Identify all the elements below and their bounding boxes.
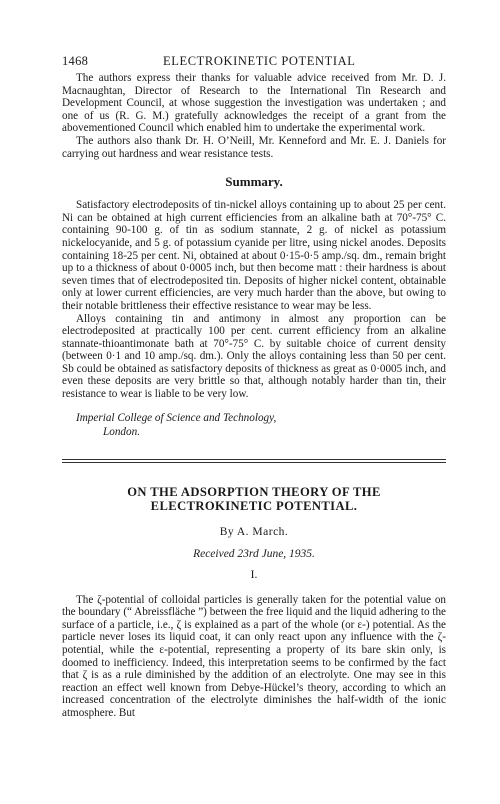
acknowledgement-paragraph: The authors also thank Dr. H. O’Neill, Mr. Kenneford and Mr. E. J. Daniels for carrying out hardness and wear resistance tests.	[62, 134, 446, 160]
journal-page	[62, 54, 446, 720]
running-header	[62, 54, 446, 72]
summary-paragraph: Alloys containing tin and antimony in almost any proportion can be electrodeposited at practically 100 per cent. current efficiency from an alkaline stannate-thioantimonate bath at 70°-75° C. by suitable choice of current density (between 0·1 and 10 amp./sq. dm.). Only the alloys containing less than 50 per cent. Sb could be obtained as satisfactory deposits of thickness as great as 0·0005 inch, and even these deposits are very brittle so that, although notably harder than tin, their resistance to wear is liable to be very low.	[62, 312, 446, 401]
article-author: By A. March.	[219, 525, 289, 538]
page-number: 1468	[62, 54, 89, 68]
affiliation-city: London.	[103, 425, 140, 438]
divider-rule	[62, 459, 446, 460]
affiliation-institution: Imperial College of Science and Technology,	[76, 411, 277, 424]
divider-rule	[62, 462, 446, 463]
section-number: I.	[250, 568, 258, 581]
affiliation	[76, 411, 446, 439]
summary-paragraph: Satisfactory electrodeposits of tin-nickel alloys containing up to about 25 per cent. Ni can be obtained at high current efficiencies from an alkaline bath at 70°-75° C. containing 90-100 g. of tin as sodium stannate, 2 g. of nickel as potassium nickelocyanide, and 5 g. of potassium cyanide per litre, using nickel anodes. Deposits containing 18-25 per cent. Ni, obtained at about 0·15-0·5 amp./sq. dm., remain bright up to a thickness of about 0·0005 inch, but then become matt : their hardness is about seven times that of electrodeposited tin. Deposits of higher nickel content, obtainable only at lower current efficiencies, are very much harder than the above, but owing to their notable brittleness their effective resistance to wear may be less.	[62, 199, 446, 312]
article-title-line: ELECTROKINETIC POTENTIAL.	[150, 498, 358, 513]
summary-heading: Summary.	[225, 174, 283, 190]
article-body-paragraph: The ζ-potential of colloidal particles is generally taken for the potential value on the boundary (“ Abreissfläche ”) between the free liquid and the liquid adhering to the surface of a particle, i.e., ζ is explained as a part of the whole (or ε-) potential. As the particle never loses its liquid coat, it can only react upon any influence with the ζ-potential, while the ε-potential, representing a property of its bare skin only, is doomed to inefficiency. Indeed, this interpretation seems to be confirmed by the fact that ζ is as a rule diminished by the addition of an electrolyte. One may see in this reaction an effect well known from Debye-Hückel’s theory, according to which an increased concentration of the electrolyte diminishes the half-width of the ionic atmosphere. But	[62, 593, 446, 719]
running-title: ELECTROKINETIC POTENTIAL	[163, 54, 356, 68]
received-date: Received 23rd June, 1935.	[193, 547, 315, 560]
article-title	[62, 485, 446, 513]
acknowledgement-paragraph: The authors express their thanks for valuable advice received from Mr. D. J. Macnaughtan, Director of Research to the International Tin Research and Development Council, at whose suggestion the investigation was undertaken ; and one of us (R. G. M.) gratefully acknowledges the receipt of a grant from the abovementioned Council which enabled him to undertake the experimental work.	[62, 72, 446, 135]
article-title-line: ON THE ADSORPTION THEORY OF THE	[127, 484, 381, 499]
